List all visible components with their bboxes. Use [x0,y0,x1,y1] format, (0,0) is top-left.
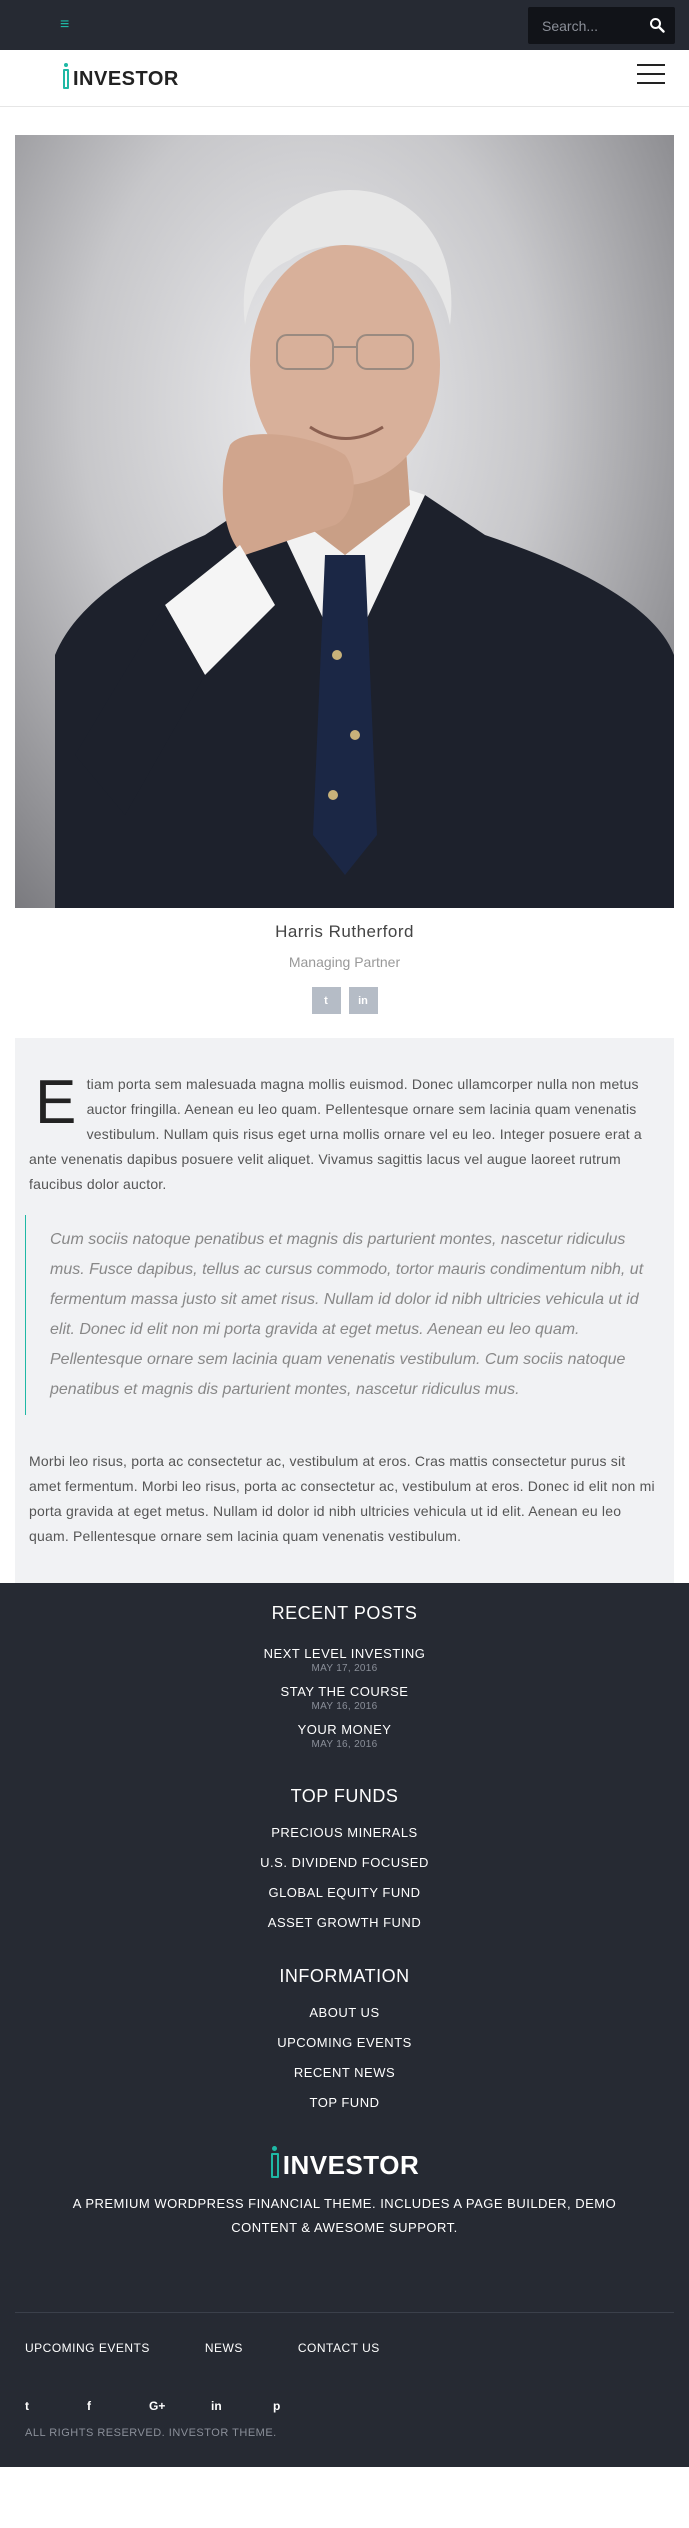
top-funds-widget [0,1786,689,1930]
recent-posts-title: RECENT POSTS [271,1603,418,1623]
information-widget [0,1966,689,2110]
recent-post-item[interactable] [0,1646,689,1674]
facebook-icon[interactable]: f [87,2399,91,2413]
info-link[interactable]: TOP FUND [309,2095,380,2110]
footer-tagline: A PREMIUM WORDPRESS FINANCIAL THEME. INCLUDES A PAGE BUILDER, DEMO CONTENT & AWESOME SUPPORT. [72,2196,617,2235]
search-box [528,7,675,44]
recent-post-item[interactable] [0,1722,689,1750]
copyright: ALL RIGHTS RESERVED. INVESTOR THEME. [25,2427,277,2439]
fund-link[interactable]: U.S. DIVIDEND FOCUSED [260,1855,429,1870]
site-logo[interactable] [62,63,179,89]
recent-post-date: MAY 16, 2016 [311,1701,378,1712]
recent-post-date: MAY 16, 2016 [311,1739,378,1750]
linkedin-icon[interactable]: in [211,2399,222,2413]
info-link[interactable]: UPCOMING EVENTS [277,2035,412,2050]
info-link[interactable]: ABOUT US [309,2005,380,2020]
bio-paragraph-1-text: tiam porta sem malesuada magna mollis euismod. Donec ullamcorper nulla non metus auctor fringilla. Aenean eu leo quam. Pellentesque ornare sem lacinia quam venenatis vestibulum. Nullam quis risus eget urna mollis ornare vel eu leo. Integer posuere erat a ante venenatis dapibus posuere velit aliquet. Vivamus sagittis lacus vel augue laoreet rutrum faucibus dolor auctor. [29,1076,642,1192]
fund-link[interactable]: GLOBAL EQUITY FUND [268,1885,421,1900]
fund-link[interactable]: PRECIOUS MINERALS [271,1825,418,1840]
google-plus-icon[interactable]: G+ [149,2399,166,2413]
recent-posts-widget [0,1603,689,1750]
footer-nav-news[interactable]: NEWS [204,2341,243,2355]
bio-paragraph-2: Morbi leo risus, porta ac consectetur ac, vestibulum at eros. Cras mattis consectetur purus sit amet fermentum. Morbi leo risus, porta ac consectetur ac, vestibulum at eros. Donec id elit non mi porta gravida at eget metus. Nullam id dolor id nibh ultricies vehicula ut id elit. Aenean eu leo quam. Pellentesque ornare sem lacinia quam venenatis vestibulum. [29,1453,655,1544]
information-title: INFORMATION [279,1966,410,1986]
recent-post-title[interactable]: YOUR MONEY [297,1722,392,1737]
recent-post-title[interactable]: NEXT LEVEL INVESTING [263,1646,426,1661]
logo-text: INVESTOR [73,68,179,90]
profile-role: Managing Partner [288,954,401,970]
pinterest-icon[interactable]: p [273,2399,281,2413]
twitter-icon[interactable]: t [312,987,341,1014]
profile-photo [15,135,674,908]
bio-quote: Cum sociis natoque penatibus et magnis dis parturient montes, nascetur ridiculus mus. Fusce dapibus, tellus ac cursus commodo, tortor mauris condimentum nibh, ut fermentum massa justo sit amet risus. Nullam id dolor id nibh ultricies vehicula ut id elit. Donec id elit non mi porta gravida at eget metus. Aenean eu leo quam. Pellentesque ornare sem lacinia quam venenatis vestibulum. Cum sociis natoque penatibus et magnis dis parturient montes, nascetur ridiculus mus. [25,1215,660,1415]
profile-name: Harris Rutherford [275,922,414,941]
twitter-icon[interactable]: t [25,2399,29,2413]
footer-logo-text: INVESTOR [282,2150,420,2180]
profile-social-links [0,987,689,1014]
site-footer [0,1583,689,2467]
profile-info [0,908,689,1014]
fund-link[interactable]: ASSET GROWTH FUND [267,1915,422,1930]
bio-section [15,1038,674,1583]
top-funds-title: TOP FUNDS [290,1786,399,1806]
portrait-illustration [15,135,674,908]
search-icon[interactable] [649,17,665,33]
recent-post-item[interactable] [0,1684,689,1712]
footer-logo-mark-icon [270,2146,280,2178]
hamburger-menu-icon[interactable] [637,64,665,88]
footer-nav [0,2313,689,2355]
footer-nav-contact-us[interactable]: CONTACT US [297,2341,380,2355]
site-header [0,50,689,107]
info-link[interactable]: RECENT NEWS [293,2065,396,2080]
bio-paragraph-1 [29,1068,660,1197]
recent-post-date: MAY 17, 2016 [311,1663,378,1674]
linkedin-icon[interactable]: in [349,987,378,1014]
menu-icon[interactable]: ≡ [60,16,70,33]
logo-mark-icon [62,63,70,89]
footer-nav-upcoming-events[interactable]: UPCOMING EVENTS [25,2341,150,2355]
footer-social-links [0,2355,689,2413]
drop-cap: E [35,1068,77,1137]
top-bar [0,0,689,50]
search-input[interactable] [528,7,638,44]
footer-logo[interactable] [0,2146,689,2178]
recent-post-title[interactable]: STAY THE COURSE [280,1684,409,1699]
